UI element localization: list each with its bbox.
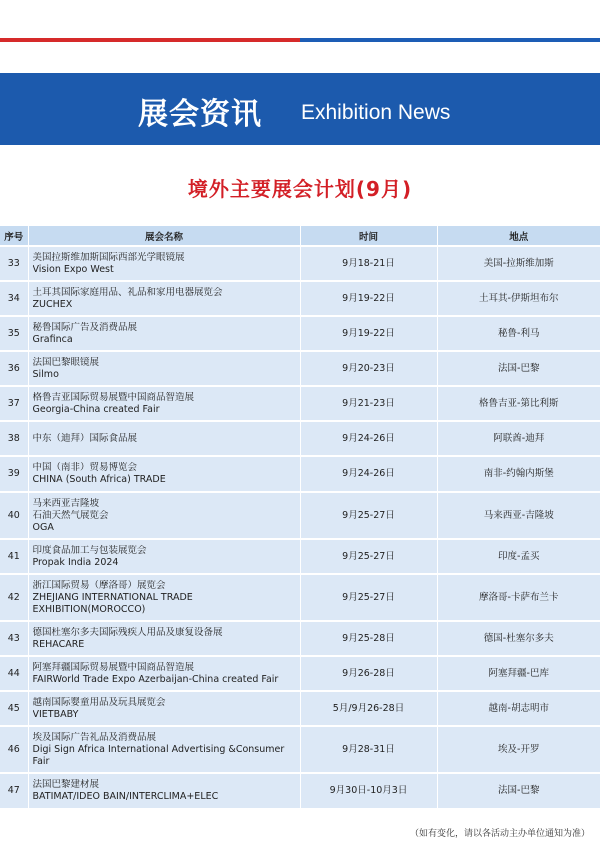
exhibition-name-line: Grafinca [32, 333, 73, 345]
exhibition-name-line: 法国巴黎建材展 [32, 779, 100, 790]
exhibition-time: 9月24-26日 [300, 421, 437, 456]
exhibition-place: 南非-约翰内斯堡 [437, 456, 600, 492]
row-number: 33 [0, 246, 28, 281]
exhibition-name [28, 574, 300, 621]
exhibition-place: 阿联酋-迪拜 [437, 421, 600, 456]
table-body [0, 246, 600, 808]
exhibition-time: 9月26-28日 [300, 656, 437, 691]
row-number: 47 [0, 773, 28, 808]
exhibition-name-line: 阿塞拜疆国际贸易展暨中国商品智造展 [32, 661, 195, 673]
exhibition-name [28, 492, 300, 539]
header-no: 序号 [0, 226, 28, 246]
exhibition-name-line: 石油天然气展览会 [32, 509, 109, 521]
row-number: 40 [0, 492, 28, 539]
exhibition-time: 9月25-27日 [300, 492, 437, 539]
row-number: 42 [0, 574, 28, 621]
exhibition-name [28, 351, 300, 386]
exhibition-place: 马来西亚-吉隆坡 [437, 492, 600, 539]
table-row [0, 539, 600, 574]
row-number: 45 [0, 691, 28, 726]
exhibition-table [0, 226, 600, 808]
exhibition-name-line: BATIMAT/IDEO BAIN/INTERCLIMA+ELEC [32, 791, 219, 802]
table-header-row [0, 226, 600, 246]
exhibition-place: 秘鲁-利马 [437, 316, 600, 351]
table-row [0, 386, 600, 421]
exhibition-name-line: CHINA (South Africa) TRADE [32, 474, 166, 485]
row-number: 44 [0, 656, 28, 691]
exhibition-name-line: 中东（迪拜）国际食品展 [32, 432, 138, 444]
banner-title-cn: 展会资讯 [138, 97, 262, 132]
row-number: 43 [0, 621, 28, 656]
exhibition-name-line: 美国拉斯维加斯国际西部光学眼镜展 [32, 251, 185, 263]
exhibition-name-line: Silmo [32, 368, 59, 380]
exhibition-name-line: 埃及国际广告礼品及消费品展 [32, 731, 157, 743]
exhibition-name-line: Fair [32, 755, 50, 767]
exhibition-time: 9月25-28日 [300, 621, 437, 656]
exhibition-name-line: 土耳其国际家庭用品、礼品和家用电器展览会 [32, 286, 223, 298]
exhibition-name-line: 法国巴黎眼镜展 [32, 356, 100, 368]
exhibition-name-line: 印度食品加工与包装展览会 [32, 544, 147, 556]
table-row [0, 281, 600, 316]
table-row [0, 574, 600, 621]
exhibition-place: 美国-拉斯维加斯 [437, 246, 600, 281]
top-color-rule [0, 38, 600, 42]
table-row [0, 351, 600, 386]
exhibition-name-line: ZUCHEX [32, 298, 73, 310]
exhibition-name-line: FAIRWorld Trade Expo Azerbaijan-China created Fair [32, 673, 279, 685]
header-time: 时间 [300, 226, 437, 246]
exhibition-place: 法国-巴黎 [437, 773, 600, 808]
exhibition-name-line: 格鲁吉亚国际贸易展暨中国商品智造展 [32, 391, 195, 403]
row-number: 41 [0, 539, 28, 574]
section-banner [0, 73, 600, 145]
exhibition-name [28, 386, 300, 421]
exhibition-time: 9月24-26日 [300, 456, 437, 492]
exhibition-name-line: 秘鲁国际广告及消费品展 [32, 321, 138, 333]
exhibition-place: 法国-巴黎 [437, 351, 600, 386]
exhibition-name [28, 656, 300, 691]
row-number: 39 [0, 456, 28, 492]
exhibition-time: 9月19-22日 [300, 316, 437, 351]
exhibition-name-line: Georgia-China created Fair [32, 403, 160, 415]
exhibition-time: 9月18-21日 [300, 246, 437, 281]
exhibition-time: 5月/9月26-28日 [300, 691, 437, 726]
row-number: 46 [0, 726, 28, 773]
exhibition-time: 9月28-31日 [300, 726, 437, 773]
exhibition-name [28, 421, 300, 456]
table-row [0, 773, 600, 808]
exhibition-name [28, 726, 300, 773]
exhibition-time: 9月25-27日 [300, 539, 437, 574]
exhibition-place: 格鲁吉亚-第比利斯 [437, 386, 600, 421]
row-number: 38 [0, 421, 28, 456]
exhibition-name [28, 246, 300, 281]
banner-title-en: Exhibition News [301, 101, 451, 124]
exhibition-name-line: OGA [32, 521, 54, 533]
exhibition-place: 土耳其-伊斯坦布尔 [437, 281, 600, 316]
exhibition-time: 9月30日-10月3日 [300, 773, 437, 808]
exhibition-name-line: Propak India 2024 [32, 556, 119, 568]
row-number: 36 [0, 351, 28, 386]
exhibition-time: 9月25-27日 [300, 574, 437, 621]
table-row [0, 492, 600, 539]
exhibition-name [28, 773, 300, 808]
exhibition-time: 9月19-22日 [300, 281, 437, 316]
exhibition-place: 印度-孟买 [437, 539, 600, 574]
table-row [0, 621, 600, 656]
table-row [0, 691, 600, 726]
table-row [0, 456, 600, 492]
row-number: 35 [0, 316, 28, 351]
exhibition-place: 越南-胡志明市 [437, 691, 600, 726]
exhibition-name-line: Digi Sign Africa International Advertising &Consumer [32, 743, 285, 755]
table-row [0, 656, 600, 691]
exhibition-name [28, 316, 300, 351]
table-row [0, 246, 600, 281]
row-number: 34 [0, 281, 28, 316]
exhibition-place: 阿塞拜疆-巴库 [437, 656, 600, 691]
exhibition-name-line: 越南国际婴童用品及玩具展览会 [32, 696, 166, 708]
exhibition-name [28, 456, 300, 492]
exhibition-name-line: ZHEJIANG INTERNATIONAL TRADE [32, 591, 193, 603]
exhibition-name-line: 德国杜塞尔多夫国际残疾人用品及康复设备展 [32, 626, 223, 638]
exhibition-place: 德国-杜塞尔多夫 [437, 621, 600, 656]
footnote: （如有变化，请以各活动主办单位通知为准） [409, 829, 590, 839]
exhibition-name-line: 中国（南非）贸易博览会 [32, 462, 138, 473]
exhibition-name-line: REHACARE [32, 638, 85, 650]
exhibition-place: 摩洛哥-卡萨布兰卡 [437, 574, 600, 621]
table-row [0, 421, 600, 456]
exhibition-name [28, 281, 300, 316]
exhibition-name-line: 浙江国际贸易（摩洛哥）展览会 [32, 579, 166, 591]
table-row [0, 316, 600, 351]
table-row [0, 726, 600, 773]
plan-title: 境外主要展会计划(9月) [187, 177, 413, 201]
exhibition-name-line: VIETBABY [32, 708, 79, 720]
exhibition-time: 9月20-23日 [300, 351, 437, 386]
header-place: 地点 [437, 226, 600, 246]
exhibition-name-line: EXHIBITION(MOROCCO) [32, 603, 146, 615]
exhibition-name [28, 691, 300, 726]
exhibition-name-line: 马来西亚吉隆坡 [32, 497, 100, 509]
exhibition-name [28, 621, 300, 656]
exhibition-name [28, 539, 300, 574]
exhibition-name-line: Vision Expo West [32, 263, 114, 275]
exhibition-place: 埃及-开罗 [437, 726, 600, 773]
row-number: 37 [0, 386, 28, 421]
header-name: 展会名称 [28, 226, 300, 246]
exhibition-time: 9月21-23日 [300, 386, 437, 421]
